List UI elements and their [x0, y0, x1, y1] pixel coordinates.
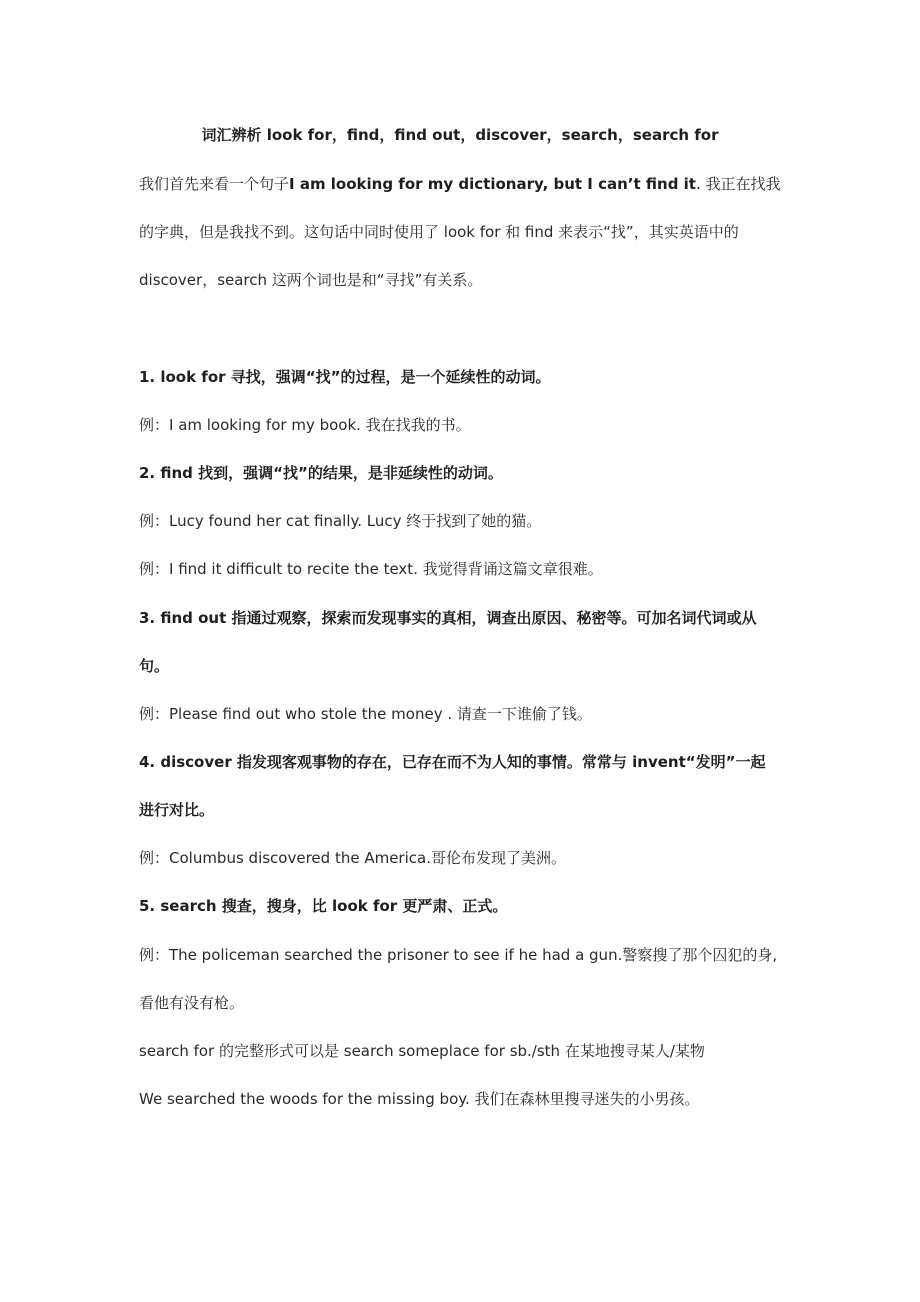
- intro-line-3: discover，search 这两个词也是和“寻找”有关系。: [139, 271, 483, 289]
- search-for-example: We searched the woods for the missing boy. 我们在森林里搜寻迷失的小男孩。: [139, 1090, 700, 1108]
- find-out-heading-line-1: 3. find out 指通过观察，探索而发现事实的真相，调查出原因、秘密等。可加名词代词或从: [139, 609, 757, 627]
- find-example-2: 例：I find it difficult to recite the text. 我觉得背诵这篇文章很难。: [139, 560, 603, 578]
- search-for-note: search for 的完整形式可以是 search someplace for sb./sth 在某地搜寻某人/某物: [139, 1042, 705, 1060]
- intro-suffix: . 我正在找我: [695, 175, 781, 193]
- find-out-example: 例：Please find out who stole the money . 请查一下谁偷了钱。: [139, 705, 592, 723]
- search-example-line-1: 例：The policeman searched the prisoner to see if he had a gun.警察搜了那个囚犯的身,: [139, 946, 778, 964]
- intro-prefix: 我们首先来看一个句子: [139, 175, 290, 193]
- search-example-line-2: 看他有没有枪。: [139, 994, 245, 1012]
- look-for-heading: 1. look for 寻找，强调“找”的过程，是一个延续性的动词。: [139, 368, 551, 386]
- discover-example: 例：Columbus discovered the America.哥伦布发现了美洲。: [139, 849, 566, 867]
- find-heading: 2. find 找到，强调“找”的结果，是非延续性的动词。: [139, 464, 503, 482]
- intro-line-2: 的字典，但是我找不到。这句话中同时使用了 look for 和 find 来表示“找”，其实英语中的: [139, 223, 739, 241]
- intro-example-sentence: I am looking for my dictionary, but I can’t find it: [289, 175, 696, 193]
- search-heading: 5. search 搜查，搜身，比 look for 更严肃、正式。: [139, 897, 508, 915]
- find-out-heading-line-2: 句。: [139, 657, 170, 675]
- intro-line-1: [139, 174, 781, 194]
- find-example-1: 例：Lucy found her cat finally. Lucy 终于找到了她的猫。: [139, 512, 542, 530]
- look-for-example: 例：I am looking for my book. 我在找我的书。: [139, 416, 471, 434]
- discover-heading-line-2: 进行对比。: [139, 801, 215, 819]
- document-title: 词汇辨析 look for，find，find out，discover，search，search for: [201, 126, 719, 144]
- discover-heading-line-1: 4. discover 指发现客观事物的存在，已存在而不为人知的事情。常常与 invent“发明”一起: [139, 753, 766, 771]
